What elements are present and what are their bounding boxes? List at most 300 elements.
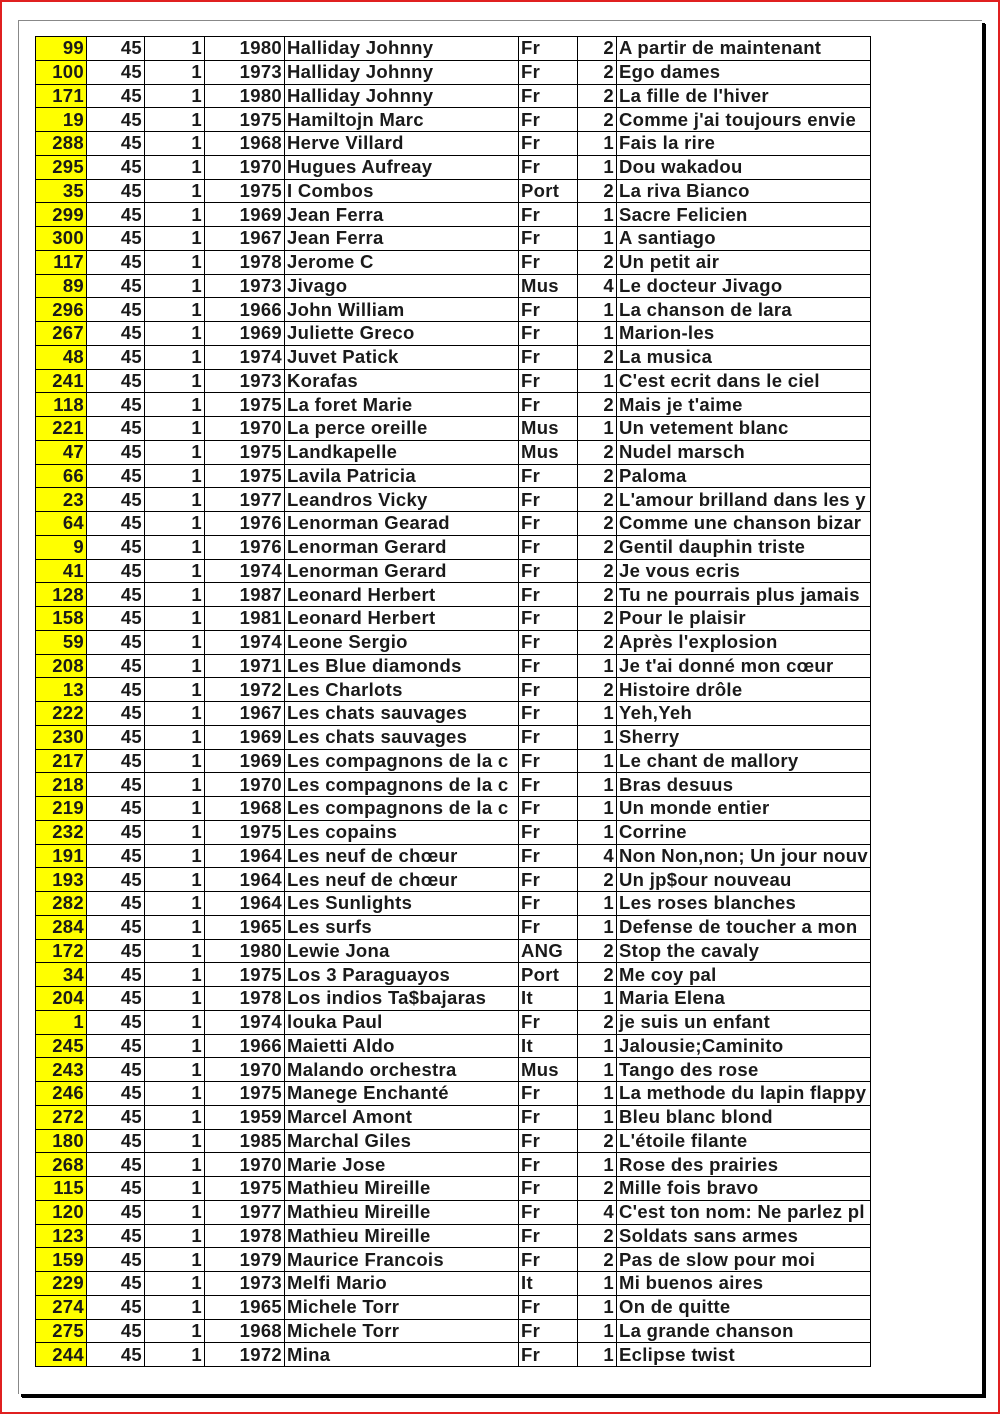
title-cell: Ego dames: [617, 60, 871, 84]
record-id-cell: 180: [36, 1129, 87, 1153]
year-cell: 1970: [205, 773, 285, 797]
format-cell: 45: [87, 773, 145, 797]
year-cell: 1978: [205, 987, 285, 1011]
format-cell: 45: [87, 345, 145, 369]
format-cell: 45: [87, 868, 145, 892]
title-cell: Un petit air: [617, 250, 871, 274]
format-cell: 45: [87, 464, 145, 488]
table-row: [36, 892, 871, 916]
tracks-cell: 2: [578, 393, 617, 417]
artist-cell: Halliday Johnny: [285, 84, 519, 108]
language-cell: Fr: [519, 1248, 578, 1272]
language-cell: Fr: [519, 915, 578, 939]
artist-cell: Landkapelle: [285, 440, 519, 464]
tracks-cell: 2: [578, 583, 617, 607]
record-id-cell: 295: [36, 155, 87, 179]
count-cell: 1: [145, 1010, 205, 1034]
count-cell: 1: [145, 1343, 205, 1367]
language-cell: Fr: [519, 1153, 578, 1177]
table-row: [36, 535, 871, 559]
title-cell: L'amour brilland dans les y: [617, 488, 871, 512]
format-cell: 45: [87, 417, 145, 441]
language-cell: It: [519, 987, 578, 1011]
format-cell: 45: [87, 512, 145, 536]
count-cell: 1: [145, 915, 205, 939]
count-cell: 1: [145, 749, 205, 773]
title-cell: A santiago: [617, 227, 871, 251]
language-cell: Fr: [519, 227, 578, 251]
table-row: [36, 1010, 871, 1034]
title-cell: Mille fois bravo: [617, 1177, 871, 1201]
count-cell: 1: [145, 1224, 205, 1248]
tracks-cell: 1: [578, 915, 617, 939]
language-cell: Fr: [519, 1105, 578, 1129]
artist-cell: Jean Ferra: [285, 227, 519, 251]
count-cell: 1: [145, 1319, 205, 1343]
year-cell: 1970: [205, 1058, 285, 1082]
title-cell: Sherry: [617, 725, 871, 749]
record-id-cell: 117: [36, 250, 87, 274]
artist-cell: Halliday Johnny: [285, 37, 519, 61]
language-cell: Fr: [519, 322, 578, 346]
language-cell: Fr: [519, 250, 578, 274]
tracks-cell: 2: [578, 84, 617, 108]
year-cell: 1976: [205, 535, 285, 559]
year-cell: 1975: [205, 1082, 285, 1106]
artist-cell: Manege Enchanté: [285, 1082, 519, 1106]
table-row: [36, 179, 871, 203]
record-id-cell: 284: [36, 915, 87, 939]
format-cell: 45: [87, 203, 145, 227]
record-id-cell: 118: [36, 393, 87, 417]
count-cell: 1: [145, 155, 205, 179]
language-cell: Fr: [519, 488, 578, 512]
artist-cell: Juliette Greco: [285, 322, 519, 346]
format-cell: 45: [87, 678, 145, 702]
format-cell: 45: [87, 37, 145, 61]
language-cell: Fr: [519, 702, 578, 726]
tracks-cell: 2: [578, 1010, 617, 1034]
record-id-cell: 208: [36, 654, 87, 678]
language-cell: Fr: [519, 1129, 578, 1153]
count-cell: 1: [145, 84, 205, 108]
record-id-cell: 89: [36, 274, 87, 298]
record-id-cell: 267: [36, 322, 87, 346]
title-cell: La grande chanson: [617, 1319, 871, 1343]
record-id-cell: 288: [36, 132, 87, 156]
artist-cell: Les compagnons de la c: [285, 797, 519, 821]
count-cell: 1: [145, 108, 205, 132]
title-cell: La methode du lapin flappy: [617, 1082, 871, 1106]
count-cell: 1: [145, 1034, 205, 1058]
format-cell: 45: [87, 84, 145, 108]
count-cell: 1: [145, 488, 205, 512]
record-rows: [36, 37, 871, 1367]
table-row: [36, 84, 871, 108]
language-cell: Fr: [519, 654, 578, 678]
language-cell: Fr: [519, 345, 578, 369]
language-cell: Fr: [519, 1224, 578, 1248]
tracks-cell: 1: [578, 1082, 617, 1106]
record-id-cell: 296: [36, 298, 87, 322]
title-cell: Je t'ai donné mon cœur: [617, 654, 871, 678]
year-cell: 1972: [205, 1343, 285, 1367]
artist-cell: Les chats sauvages: [285, 725, 519, 749]
title-cell: Maria Elena: [617, 987, 871, 1011]
record-id-cell: 48: [36, 345, 87, 369]
table-row: [36, 203, 871, 227]
format-cell: 45: [87, 963, 145, 987]
year-cell: 1970: [205, 155, 285, 179]
year-cell: 1975: [205, 1177, 285, 1201]
year-cell: 1969: [205, 203, 285, 227]
tracks-cell: 2: [578, 464, 617, 488]
artist-cell: Maurice Francois: [285, 1248, 519, 1272]
format-cell: 45: [87, 749, 145, 773]
tracks-cell: 2: [578, 60, 617, 84]
artist-cell: Herve Villard: [285, 132, 519, 156]
tracks-cell: 2: [578, 250, 617, 274]
record-id-cell: 244: [36, 1343, 87, 1367]
record-id-cell: 1: [36, 1010, 87, 1034]
table-row: [36, 844, 871, 868]
artist-cell: Malando orchestra: [285, 1058, 519, 1082]
count-cell: 1: [145, 1058, 205, 1082]
record-id-cell: 191: [36, 844, 87, 868]
format-cell: 45: [87, 322, 145, 346]
title-cell: Mais je t'aime: [617, 393, 871, 417]
title-cell: Comme j'ai toujours envie: [617, 108, 871, 132]
table-row: [36, 274, 871, 298]
record-id-cell: 243: [36, 1058, 87, 1082]
format-cell: 45: [87, 1248, 145, 1272]
record-id-cell: 275: [36, 1319, 87, 1343]
year-cell: 1975: [205, 440, 285, 464]
tracks-cell: 4: [578, 1200, 617, 1224]
table-row: [36, 773, 871, 797]
artist-cell: louka Paul: [285, 1010, 519, 1034]
record-table: [35, 36, 871, 1367]
record-id-cell: 219: [36, 797, 87, 821]
artist-cell: Mathieu Mireille: [285, 1224, 519, 1248]
count-cell: 1: [145, 678, 205, 702]
title-cell: Le docteur Jivago: [617, 274, 871, 298]
record-id-cell: 23: [36, 488, 87, 512]
tracks-cell: 1: [578, 1105, 617, 1129]
record-id-cell: 171: [36, 84, 87, 108]
artist-cell: Marchal Giles: [285, 1129, 519, 1153]
format-cell: 45: [87, 440, 145, 464]
table-row: [36, 559, 871, 583]
count-cell: 1: [145, 37, 205, 61]
title-cell: je suis un enfant: [617, 1010, 871, 1034]
record-id-cell: 229: [36, 1272, 87, 1296]
language-cell: Fr: [519, 37, 578, 61]
count-cell: 1: [145, 630, 205, 654]
language-cell: Fr: [519, 1319, 578, 1343]
table-row: [36, 749, 871, 773]
count-cell: 1: [145, 868, 205, 892]
year-cell: 1966: [205, 298, 285, 322]
tracks-cell: 1: [578, 417, 617, 441]
record-id-cell: 115: [36, 1177, 87, 1201]
table-row: [36, 1105, 871, 1129]
tracks-cell: 2: [578, 512, 617, 536]
year-cell: 1968: [205, 1319, 285, 1343]
year-cell: 1978: [205, 1224, 285, 1248]
language-cell: Fr: [519, 892, 578, 916]
title-cell: Pour le plaisir: [617, 607, 871, 631]
format-cell: 45: [87, 179, 145, 203]
count-cell: 1: [145, 654, 205, 678]
format-cell: 45: [87, 298, 145, 322]
tracks-cell: 2: [578, 1224, 617, 1248]
count-cell: 1: [145, 274, 205, 298]
tracks-cell: 2: [578, 939, 617, 963]
title-cell: Les roses blanches: [617, 892, 871, 916]
format-cell: 45: [87, 987, 145, 1011]
artist-cell: Jean Ferra: [285, 203, 519, 227]
year-cell: 1965: [205, 1295, 285, 1319]
table-row: [36, 108, 871, 132]
count-cell: 1: [145, 892, 205, 916]
format-cell: 45: [87, 1010, 145, 1034]
artist-cell: Marcel Amont: [285, 1105, 519, 1129]
artist-cell: Michele Torr: [285, 1319, 519, 1343]
record-id-cell: 123: [36, 1224, 87, 1248]
tracks-cell: 2: [578, 535, 617, 559]
title-cell: A partir de maintenant: [617, 37, 871, 61]
table-row: [36, 322, 871, 346]
year-cell: 1981: [205, 607, 285, 631]
format-cell: 45: [87, 1082, 145, 1106]
tracks-cell: 1: [578, 987, 617, 1011]
record-id-cell: 19: [36, 108, 87, 132]
record-id-cell: 64: [36, 512, 87, 536]
table-row: [36, 797, 871, 821]
record-id-cell: 232: [36, 820, 87, 844]
title-cell: Me coy pal: [617, 963, 871, 987]
language-cell: Mus: [519, 274, 578, 298]
record-id-cell: 204: [36, 987, 87, 1011]
title-cell: Stop the cavaly: [617, 939, 871, 963]
artist-cell: Michele Torr: [285, 1295, 519, 1319]
title-cell: La fille de l'hiver: [617, 84, 871, 108]
count-cell: 1: [145, 844, 205, 868]
title-cell: Non Non,non; Un jour nouv: [617, 844, 871, 868]
year-cell: 1978: [205, 250, 285, 274]
language-cell: Fr: [519, 559, 578, 583]
language-cell: Fr: [519, 630, 578, 654]
format-cell: 45: [87, 1200, 145, 1224]
artist-cell: Les surfs: [285, 915, 519, 939]
format-cell: 45: [87, 797, 145, 821]
title-cell: La musica: [617, 345, 871, 369]
title-cell: L'étoile filante: [617, 1129, 871, 1153]
year-cell: 1985: [205, 1129, 285, 1153]
artist-cell: Les neuf de chœur: [285, 868, 519, 892]
artist-cell: Los indios Ta$bajaras: [285, 987, 519, 1011]
language-cell: Fr: [519, 132, 578, 156]
record-id-cell: 9: [36, 535, 87, 559]
format-cell: 45: [87, 1224, 145, 1248]
year-cell: 1965: [205, 915, 285, 939]
record-id-cell: 59: [36, 630, 87, 654]
format-cell: 45: [87, 559, 145, 583]
format-cell: 45: [87, 1343, 145, 1367]
title-cell: Eclipse twist: [617, 1343, 871, 1367]
year-cell: 1973: [205, 369, 285, 393]
title-cell: Après l'explosion: [617, 630, 871, 654]
format-cell: 45: [87, 274, 145, 298]
tracks-cell: 1: [578, 155, 617, 179]
tracks-cell: 4: [578, 844, 617, 868]
language-cell: Port: [519, 963, 578, 987]
artist-cell: Juvet Patick: [285, 345, 519, 369]
artist-cell: Les Charlots: [285, 678, 519, 702]
artist-cell: I Combos: [285, 179, 519, 203]
table-row: [36, 60, 871, 84]
year-cell: 1980: [205, 84, 285, 108]
language-cell: Fr: [519, 583, 578, 607]
record-id-cell: 221: [36, 417, 87, 441]
year-cell: 1966: [205, 1034, 285, 1058]
record-id-cell: 230: [36, 725, 87, 749]
year-cell: 1979: [205, 1248, 285, 1272]
format-cell: 45: [87, 155, 145, 179]
table-row: [36, 1177, 871, 1201]
artist-cell: Marie Jose: [285, 1153, 519, 1177]
year-cell: 1971: [205, 654, 285, 678]
tracks-cell: 2: [578, 868, 617, 892]
year-cell: 1975: [205, 108, 285, 132]
language-cell: Fr: [519, 1200, 578, 1224]
count-cell: 1: [145, 1248, 205, 1272]
record-id-cell: 158: [36, 607, 87, 631]
language-cell: Fr: [519, 203, 578, 227]
title-cell: Un monde entier: [617, 797, 871, 821]
format-cell: 45: [87, 607, 145, 631]
record-id-cell: 128: [36, 583, 87, 607]
tracks-cell: 1: [578, 702, 617, 726]
tracks-cell: 2: [578, 179, 617, 203]
title-cell: Soldats sans armes: [617, 1224, 871, 1248]
record-id-cell: 245: [36, 1034, 87, 1058]
language-cell: Fr: [519, 464, 578, 488]
count-cell: 1: [145, 963, 205, 987]
year-cell: 1977: [205, 488, 285, 512]
title-cell: Histoire drôle: [617, 678, 871, 702]
table-row: [36, 702, 871, 726]
artist-cell: Los 3 Paraguayos: [285, 963, 519, 987]
format-cell: 45: [87, 488, 145, 512]
year-cell: 1974: [205, 630, 285, 654]
table-row: [36, 963, 871, 987]
artist-cell: Melfi Mario: [285, 1272, 519, 1296]
count-cell: 1: [145, 583, 205, 607]
artist-cell: Halliday Johnny: [285, 60, 519, 84]
count-cell: 1: [145, 773, 205, 797]
format-cell: 45: [87, 535, 145, 559]
table-row: [36, 155, 871, 179]
language-cell: Fr: [519, 607, 578, 631]
title-cell: On de quitte: [617, 1295, 871, 1319]
format-cell: 45: [87, 1319, 145, 1343]
tracks-cell: 1: [578, 298, 617, 322]
tracks-cell: 1: [578, 203, 617, 227]
table-row: [36, 393, 871, 417]
record-id-cell: 99: [36, 37, 87, 61]
count-cell: 1: [145, 987, 205, 1011]
table-row: [36, 488, 871, 512]
table-row: [36, 725, 871, 749]
record-id-cell: 246: [36, 1082, 87, 1106]
record-id-cell: 300: [36, 227, 87, 251]
artist-cell: Leandros Vicky: [285, 488, 519, 512]
language-cell: It: [519, 1272, 578, 1296]
artist-cell: Les Sunlights: [285, 892, 519, 916]
table-row: [36, 1248, 871, 1272]
record-id-cell: 217: [36, 749, 87, 773]
table-row: [36, 1319, 871, 1343]
tracks-cell: 1: [578, 132, 617, 156]
table-row: [36, 820, 871, 844]
year-cell: 1964: [205, 844, 285, 868]
table-row: [36, 369, 871, 393]
title-cell: La riva Bianco: [617, 179, 871, 203]
count-cell: 1: [145, 298, 205, 322]
format-cell: 45: [87, 725, 145, 749]
table-row: [36, 464, 871, 488]
title-cell: Un vetement blanc: [617, 417, 871, 441]
title-cell: C'est ecrit dans le ciel: [617, 369, 871, 393]
table-row: [36, 250, 871, 274]
table-row: [36, 987, 871, 1011]
artist-cell: Lenorman Gerard: [285, 535, 519, 559]
table-row: [36, 1082, 871, 1106]
title-cell: Le chant de mallory: [617, 749, 871, 773]
language-cell: Mus: [519, 1058, 578, 1082]
tracks-cell: 2: [578, 1248, 617, 1272]
tracks-cell: 1: [578, 1272, 617, 1296]
tracks-cell: 1: [578, 654, 617, 678]
table-row: [36, 1295, 871, 1319]
record-id-cell: 41: [36, 559, 87, 583]
year-cell: 1959: [205, 1105, 285, 1129]
table-row: [36, 678, 871, 702]
tracks-cell: 2: [578, 345, 617, 369]
title-cell: Je vous ecris: [617, 559, 871, 583]
format-cell: 45: [87, 108, 145, 132]
title-cell: Fais la rire: [617, 132, 871, 156]
tracks-cell: 1: [578, 892, 617, 916]
record-id-cell: 222: [36, 702, 87, 726]
artist-cell: Hugues Aufreay: [285, 155, 519, 179]
language-cell: Mus: [519, 417, 578, 441]
title-cell: Pas de slow pour moi: [617, 1248, 871, 1272]
tracks-cell: 1: [578, 1058, 617, 1082]
year-cell: 1987: [205, 583, 285, 607]
table-row: [36, 227, 871, 251]
title-cell: La chanson de lara: [617, 298, 871, 322]
year-cell: 1970: [205, 1153, 285, 1177]
artist-cell: John William: [285, 298, 519, 322]
language-cell: Fr: [519, 298, 578, 322]
table-row: [36, 1200, 871, 1224]
format-cell: 45: [87, 393, 145, 417]
count-cell: 1: [145, 440, 205, 464]
language-cell: Fr: [519, 393, 578, 417]
